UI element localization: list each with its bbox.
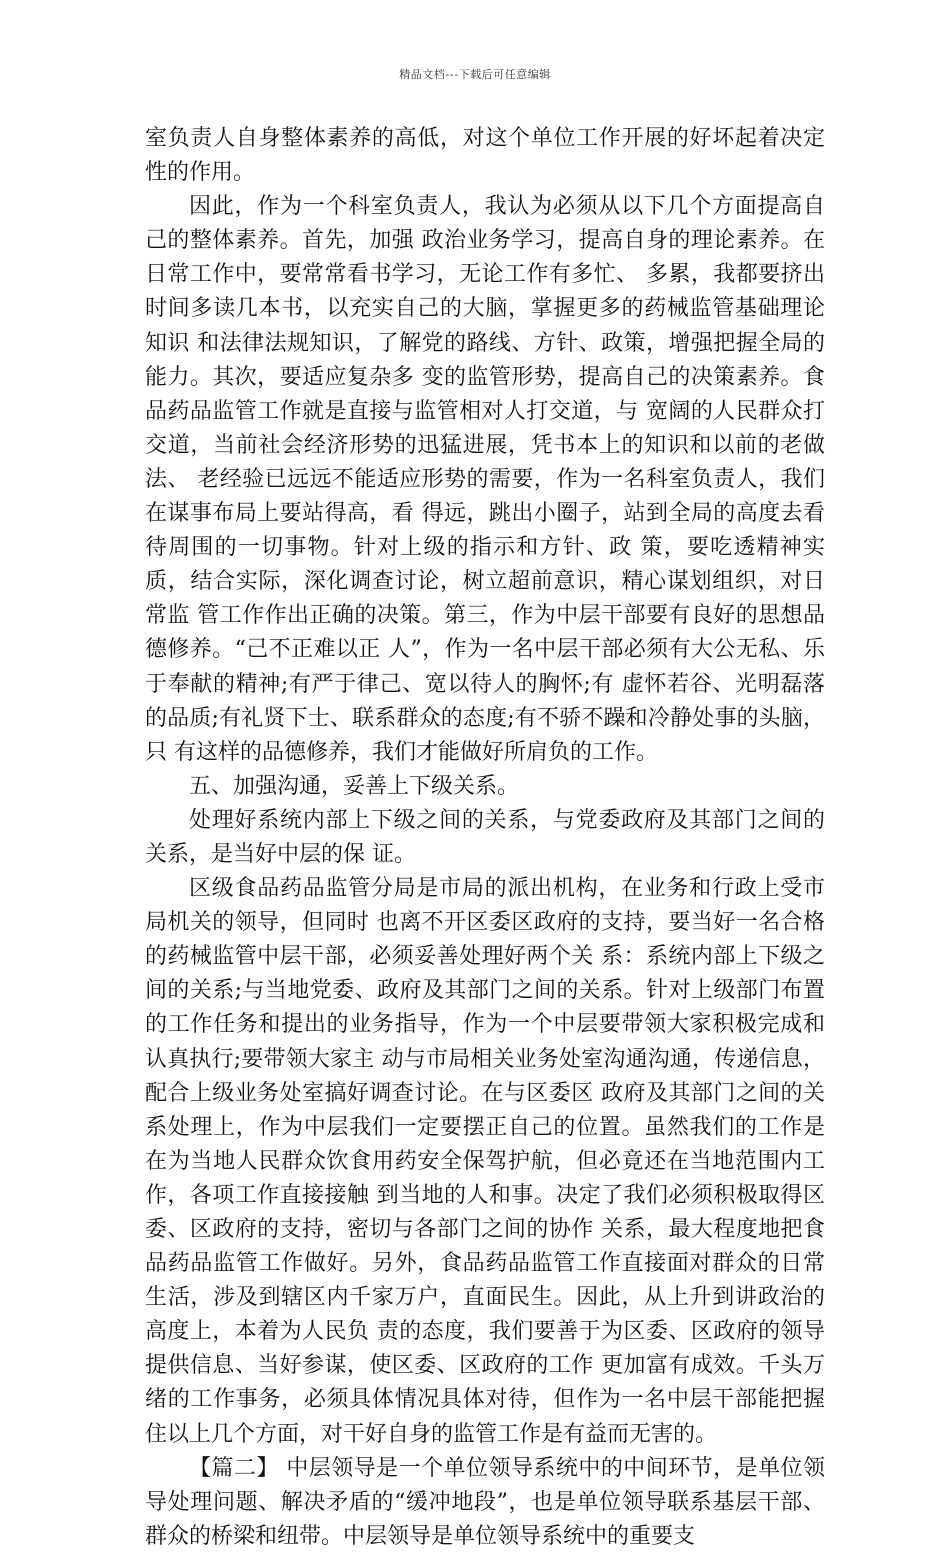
section-heading-communication: 五、加强沟通，妥善上下级关系。 [189, 773, 520, 799]
page-header: 精品文档---下载后可任意编辑 [399, 68, 551, 81]
paragraph-continuation: 室负责人自身整体素养的高低，对这个单位工作开展的好坏起着决定性的作用。 [145, 126, 825, 186]
paragraph-district-bureau: 区级食品药品监管分局是市局的派出机构，在业务和行政上受市局机关的领导，但同时 也离不开区委区政府的支持，要当好一名合格的药械监管中层干部，必须妥善处理好两个关 系：系统内部上下级之间的关系;与当地党委、政府及其部门之间的关系。针对上级部门布置 的工作任务和提出的业务指导，作为一个中层要带领大家积极完成和认真执行;要带领大家主 动与市局相关业务处室沟通沟通，传递信息，配合上级业务处室搞好调查讨论。在与区委区 政府及其部门之间的关系处理上，作为中层我们一定要摆正自己的位置。虽然我们的工作是 在为当地人民群众饮食用药安全保驾护航，但必竟还在当地范围内工作，各项工作直接接触 到当地的人和事。决定了我们必须积极取得区委、区政府的支持，密切与各部门之间的协作 关系，最大程度地把食品药品监管工作做好。另外，食品药品监管工作直接面对群众的日常 生活，涉及到辖区内千家万户，直面民生。因此，从上升到讲政治的高度上，本着为人民负 责的态度，我们要善于为区委、区政府的领导提供信息、当好参谋，使区委、区政府的工作 更加富有成效。千头万绪的工作事务，必须具体情况具体对待，但作为一名中层干部能把握 住以上几个方面，对干好自身的监管工作是有益而无害的。 [145, 876, 825, 1447]
document-body [145, 122, 825, 1554]
paragraph-relations-intro: 处理好系统内部上下级之间的关系，与党委政府及其部门之间的关系，是当好中层的保 证。 [145, 807, 825, 867]
paragraph-self-improvement: 因此，作为一个科室负责人，我认为必须从以下几个方面提高自己的整体素养。首先，加强 政治业务学习，提高自身的理论素养。在日常工作中，要常常看书学习，无论工作有多忙、 多累，我都要挤出时间多读几本书，以充实自己的大脑，掌握更多的药械监管基础理论知识 和法律法规知识，了解党的路线、方针、政策，增强把握全局的能力。其次，要适应复杂多 变的监管形势，提高自己的决策素养。食品药品监管工作就是直接与监管相对人打交道，与 宽阔的人民群众打交道，当前社会经济形势的迅猛进展，凭书本上的知识和以前的老做法、 老经验已远远不能适应形势的需要，作为一名科室负责人，我们在谋事布局上要站得高，看 得远，跳出小圈子，站到全局的高度去看待周围的一切事物。针对上级的指示和方针、政 策，要吃透精神实质，结合实际，深化调查讨论，树立超前意识，精心谋划组织，对日常监 管工作作出正确的决策。第三，作为中层干部要有良好的思想品德修养。“己不正难以正 人”，作为一名中层干部必须有大公无私、乐于奉献的精神;有严于律己、宽以待人的胸怀;有 虚怀若谷、光明磊落的品质;有礼贤下士、联系群众的态度;有不骄不躁和冷静处事的头脑，只 有这样的品德修养，我们才能做好所肩负的工作。 [145, 194, 825, 765]
paragraph-part-two: 【篇二】 中层领导是一个单位领导系统中的中间环节，是单位领导处理问题、解决矛盾的“缓冲地段”，也是单位领导联系基层干部、群众的桥梁和纽带。中层领导是单位领导系统中的重要支 [145, 1455, 825, 1549]
